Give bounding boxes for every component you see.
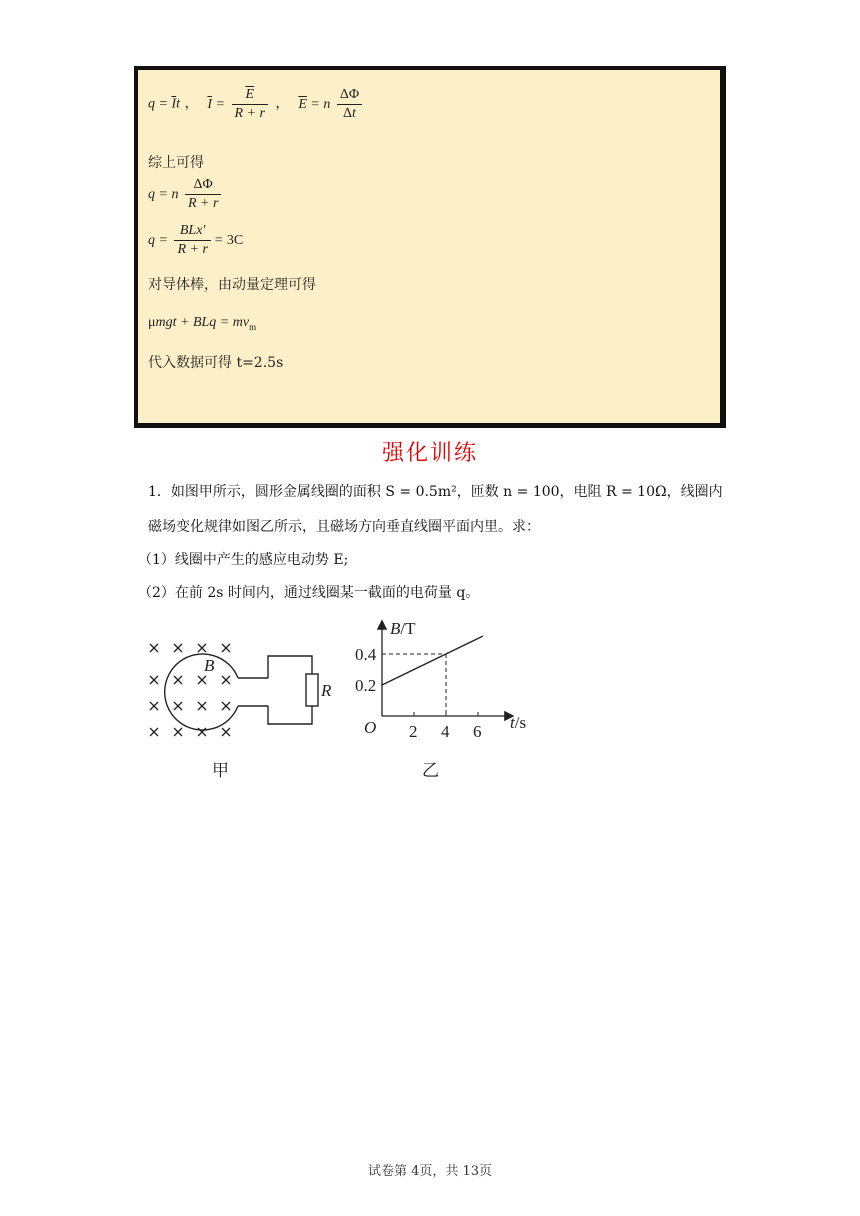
formula-line-1: $q = \overline{I}t$ ， $\overline{I}$ = $\frac{\overline{E}}{R + r}$ ， $\overline{E} = n$ $\frac{\Delta\Phi}{\Delta t}$ xyxy=(148,86,365,123)
resistor-R-label: R xyxy=(321,681,332,700)
x-tick-label: 4 xyxy=(441,722,450,741)
page-footer: 试卷第 4页，共 13页 xyxy=(367,1164,493,1179)
question-line-1: 1．如图甲所示，圆形金属线圈的面积 S = 0.5m²，匝数 n = 100，电阻 R = 10Ω，线圈内 xyxy=(148,484,723,500)
momentum-equation: μmgt + BLq = $mv_m$ xyxy=(148,315,257,332)
field-cross-mark xyxy=(222,702,230,710)
x-tick-label: 2 xyxy=(409,722,418,741)
formula-q2: q = $\frac{\text{BLx′}}{R + r}$ = 3C xyxy=(148,223,244,257)
field-cross-mark xyxy=(222,728,230,736)
x-axis-label: t/s xyxy=(510,713,527,732)
figure-yi-caption: 乙 xyxy=(422,761,439,781)
resistor xyxy=(306,674,318,706)
section-title: 强化训练 xyxy=(381,441,478,466)
summary-label: 综上可得 xyxy=(148,155,204,171)
y-tick-label: 0.4 xyxy=(355,645,377,664)
coil xyxy=(165,654,238,730)
solution-box xyxy=(134,66,726,428)
figure-yi xyxy=(350,612,550,784)
field-cross-mark xyxy=(198,644,206,652)
field-cross-mark xyxy=(150,702,158,710)
wire-bottom xyxy=(268,706,312,724)
figure-jia xyxy=(140,636,340,786)
field-cross-mark xyxy=(198,728,206,736)
x-tick-label: 6 xyxy=(473,722,482,741)
y-axis-label: B/T xyxy=(390,619,416,638)
field-cross-mark xyxy=(198,676,206,684)
conductor-text: 对导体棒，由动量定理可得 xyxy=(148,277,316,293)
B-t-line xyxy=(382,636,483,685)
field-cross-mark xyxy=(222,676,230,684)
field-cross-mark xyxy=(174,702,182,710)
question-line-2: 磁场变化规律如图乙所示，且磁场方向垂直线圈平面内里。求： xyxy=(148,519,540,535)
field-cross-mark xyxy=(174,644,182,652)
question-part-1: （1）线圈中产生的感应电动势 E; xyxy=(138,552,349,568)
field-cross-mark xyxy=(150,728,158,736)
origin-label: O xyxy=(364,718,377,737)
field-cross-mark xyxy=(174,676,182,684)
figure-jia-caption: 甲 xyxy=(212,761,229,781)
formula-q1: q = n $\frac{\Delta\Phi}{R + r}$ xyxy=(148,176,224,213)
field-cross-mark xyxy=(174,728,182,736)
field-cross-mark xyxy=(198,702,206,710)
result-text: 代入数据可得 t=2.5s xyxy=(148,355,284,371)
field-cross-mark xyxy=(150,676,158,684)
y-tick-label: 0.2 xyxy=(355,676,377,695)
field-cross-mark xyxy=(222,644,230,652)
question-part-2: （2）在前 2s 时间内，通过线圈某一截面的电荷量 q。 xyxy=(138,585,480,601)
coil-B-label: B xyxy=(204,656,215,675)
field-cross-mark xyxy=(150,644,158,652)
